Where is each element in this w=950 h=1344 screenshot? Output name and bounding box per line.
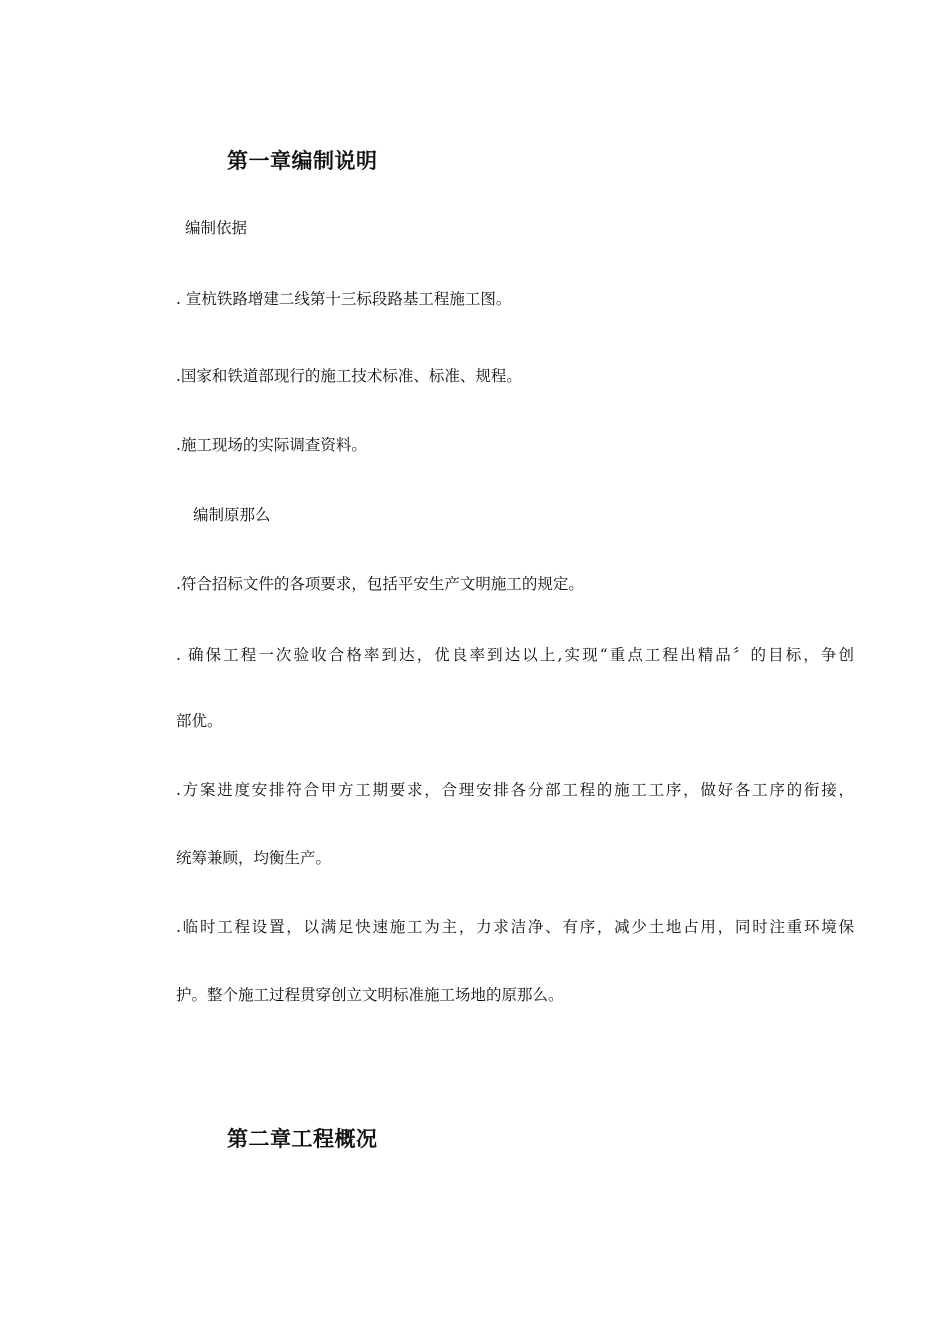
principle-item-4-line-1: .临时工程设置，以满足快速施工为主，力求洁净、有序，减少土地占用，同时注重环境保 xyxy=(176,918,854,936)
section-heading-basis: 编制依据 xyxy=(185,219,248,237)
principle-item-3-line-2: 统筹兼顾，均衡生产。 xyxy=(176,849,332,867)
principle-item-2-line-1: . 确保工程一次验收合格率到达，优良率到达以上,实现“重点工程出精品〞的目标，争创 xyxy=(176,646,854,664)
chapter-2-title: 第二章工程概况 xyxy=(227,1127,378,1151)
basis-item-2: .国家和铁道部现行的施工技术标准、标准、规程。 xyxy=(176,367,522,385)
section-heading-principles: 编制原那么 xyxy=(193,506,271,524)
chapter-1-title: 第一章编制说明 xyxy=(227,149,378,173)
principle-item-3-line-1: .方案进度安排符合甲方工期要求，合理安排各分部工程的施工工序，做好各工序的衔接， xyxy=(176,781,854,799)
principle-item-2-line-2: 部优。 xyxy=(176,712,223,730)
basis-item-3: .施工现场的实际调查资料。 xyxy=(176,436,367,454)
principle-item-4-line-2: 护。整个施工过程贯穿创立文明标准施工场地的原那么。 xyxy=(176,986,564,1004)
principle-item-1: .符合招标文件的各项要求，包括平安生产文明施工的规定。 xyxy=(176,575,584,593)
basis-item-1: . 宣杭铁路增建二线第十三标段路基工程施工图。 xyxy=(176,290,512,308)
